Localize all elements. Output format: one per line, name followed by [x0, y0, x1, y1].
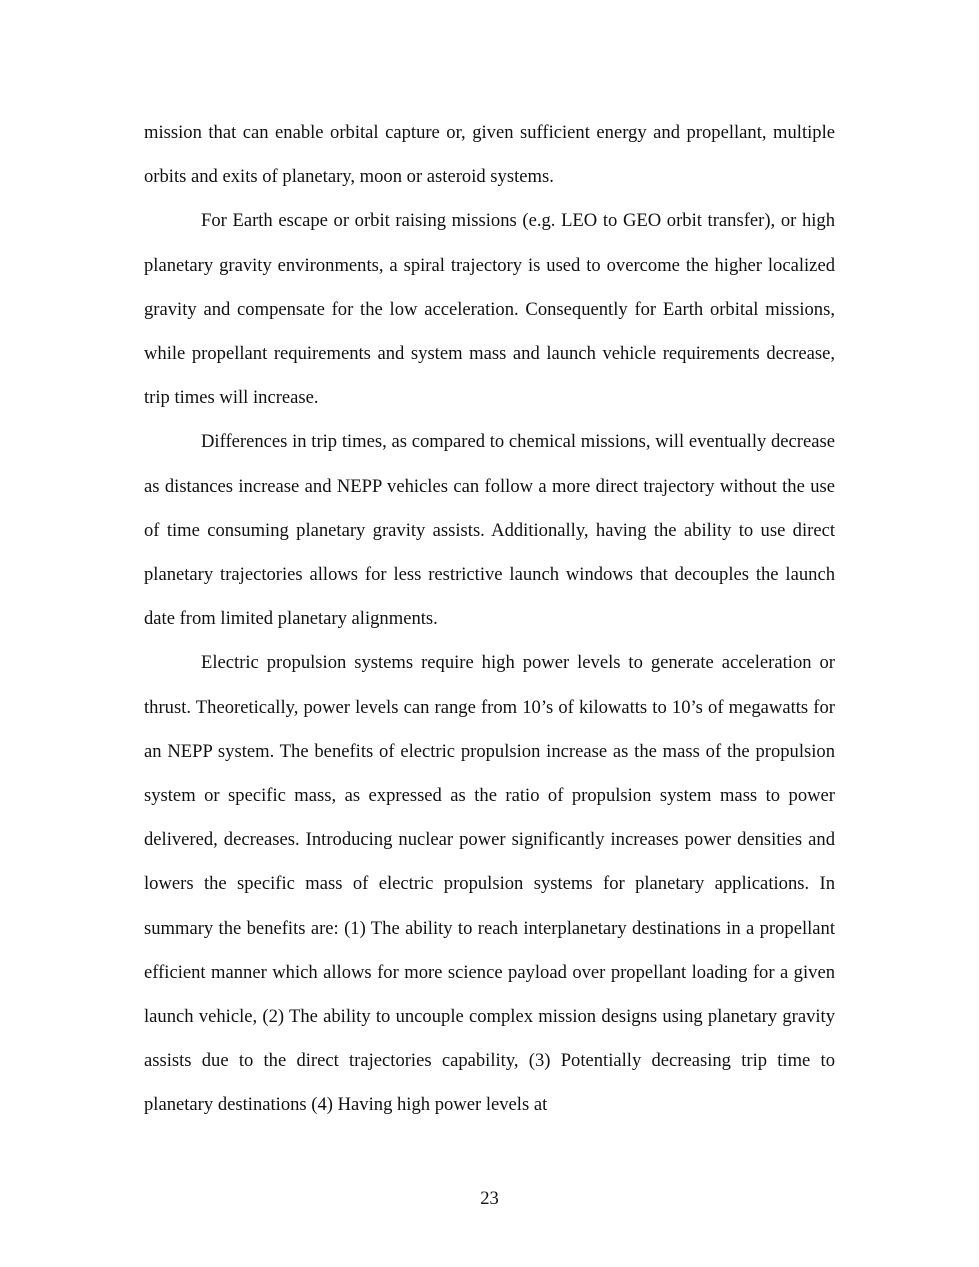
- paragraph-3: Differences in trip times, as compared to chemical missions, will eventually decrease as distances increase and NEPP vehicles can follow a more direct trajectory without the use of time consuming planetary gravity assists. Additionally, having the ability to use direct planetary trajectories allows for less restrictive launch windows that decouples the launch date from limited planetary alignments.: [144, 431, 835, 630]
- paragraph-1: mission that can enable orbital capture or, given sufficient energy and propellant, multiple orbits and exits of planetary, moon or asteroid systems.: [144, 122, 835, 188]
- document-body: [144, 111, 835, 1128]
- page-number: 23: [480, 1188, 499, 1209]
- paragraph-2: For Earth escape or orbit raising missions (e.g. LEO to GEO orbit transfer), or high planetary gravity environments, a spiral trajectory is used to overcome the higher localized gravity and compensate for the low acceleration. Consequently for Earth orbital missions, while propellant requirements and system mass and launch vehicle requirements decrease, trip times will increase.: [144, 210, 835, 409]
- paragraph-4: Electric propulsion systems require high power levels to generate acceleration or thrust. Theoretically, power levels can range from 10’s of kilowatts to 10’s of megawatts for an NEPP system. The benefits of electric propulsion increase as the mass of the propulsion system or specific mass, as expressed as the ratio of propulsion system mass to power delivered, decreases. Introducing nuclear power significantly increases power densities and lowers the specific mass of electric propulsion systems for planetary applications. In summary the benefits are: (1) The ability to reach interplanetary destinations in a propellant efficient manner which allows for more science payload over propellant loading for a given launch vehicle, (2) The ability to uncouple complex mission designs using planetary gravity assists due to the direct trajectories capability, (3) Potentially decreasing trip time to planetary destinations (4) Having high power levels at: [144, 652, 835, 1116]
